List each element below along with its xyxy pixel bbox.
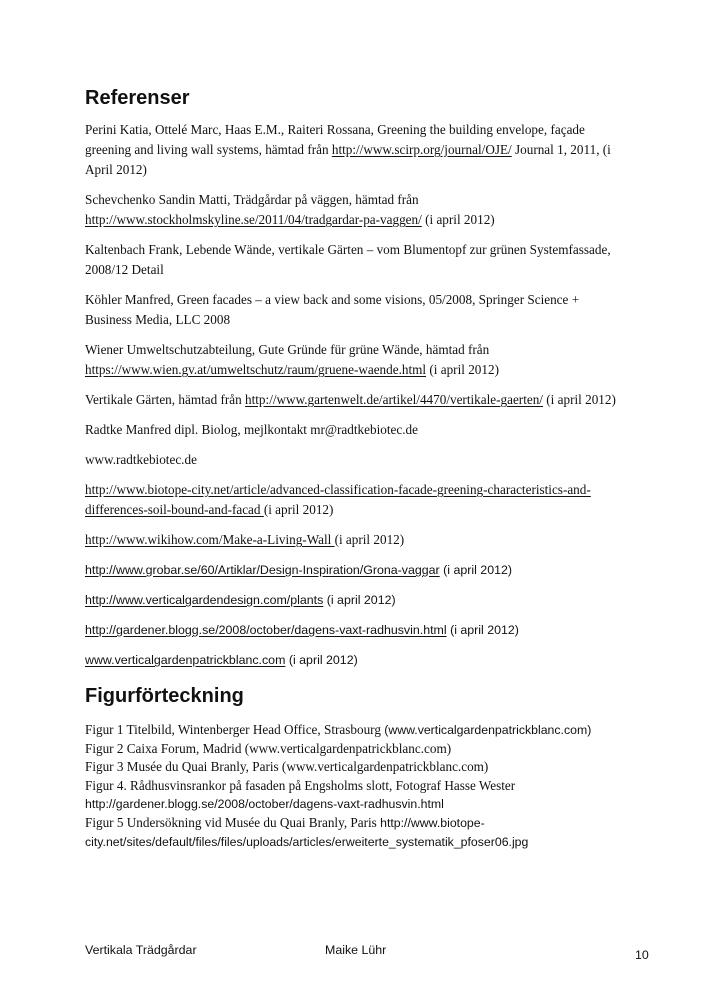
reference-item: www.radtkebiotec.de	[85, 452, 197, 467]
reference-link[interactable]: http://www.scirp.org/journal/OJE/	[331, 142, 512, 157]
references-list	[85, 120, 625, 670]
reference-link[interactable]: http://www.biotope-city.net/article/advanced-classification-facade-greening-characteristics-and-differences-soil-bound-and-facad	[85, 482, 591, 517]
reference-item: Kaltenbach Frank, Lebende Wände, vertikale Gärten – vom Blumentopf zur grünen Systemfassade, 2008/12 Detail	[85, 242, 611, 277]
figure-list	[85, 721, 625, 851]
reference-link[interactable]: http://www.grobar.se/60/Artiklar/Design-Inspiration/Grona-vaggar	[85, 563, 440, 577]
reference-link[interactable]: http://gardener.blogg.se/2008/october/dagens-vaxt-radhusvin.html	[85, 623, 447, 637]
reference-item: Vertikale Gärten, hämtad från http://www.gartenwelt.de/artikel/4470/vertikale-gaerten/ (i april 2012)	[85, 392, 616, 407]
figure-item: Figur 3 Musée du Quai Branly, Paris (www.verticalgardenpatrickblanc.com)	[85, 759, 489, 775]
figure-item: Figur 1 Titelbild, Wintenberger Head Office, Strasbourg (www.verticalgardenpatrickblanc.com)	[85, 722, 592, 737]
figure-item: Figur 5 Undersökning vid Musée du Quai Branly, Paris http://www.biotope-	[85, 814, 485, 830]
reference-link[interactable]: www.verticalgardenpatrickblanc.com	[85, 653, 286, 667]
reference-item: http://gardener.blogg.se/2008/october/dagens-vaxt-radhusvin.html (i april 2012)	[85, 623, 519, 637]
reference-link[interactable]: http://www.wikihow.com/Make-a-Living-Wall	[85, 532, 335, 547]
figure-item: Figur 2 Caixa Forum, Madrid (www.verticalgardenpatrickblanc.com)	[85, 740, 452, 756]
reference-item: http://www.verticalgardendesign.com/plants (i april 2012)	[85, 593, 396, 607]
reference-link[interactable]: http://www.stockholmskyline.se/2011/04/tradgardar-pa-vaggen/	[85, 212, 422, 227]
figure-item: Figur 4. Rådhusvinsrankor på fasaden på Engsholms slott, Fotograf Hasse Wester	[85, 777, 516, 793]
reference-item: Schevchenko Sandin Matti, Trädgårdar på väggen, hämtad från http://www.stockholmskyline.se/2011/04/tradgardar-pa-vaggen/ (i april 2012)	[85, 192, 495, 227]
page-number: 10	[635, 948, 649, 962]
reference-link[interactable]: http://www.gartenwelt.de/artikel/4470/vertikale-gaerten/	[245, 392, 543, 407]
references-heading: Referenser	[85, 87, 190, 109]
figures-heading: Figurförteckning	[85, 685, 244, 707]
reference-item: Wiener Umweltschutzabteilung, Gute Gründe für grüne Wände, hämtad från https://www.wien.gv.at/umweltschutz/raum/gruene-waende.html (i april 2012)	[85, 342, 499, 377]
reference-item: Radtke Manfred dipl. Biolog, mejlkontakt mr@radtkebiotec.de	[85, 422, 418, 437]
figure-item: city.net/sites/default/files/files/uploads/articles/erweiterte_systematik_pfoser06.jpg	[85, 834, 529, 849]
reference-item: Perini Katia, Ottelé Marc, Haas E.M., Raiteri Rossana, Greening the building envelope, façade greening and living wall systems, hämtad från http://www.scirp.org/journal/OJE/ Journal 1, 2011, (i April 2012)	[85, 122, 611, 177]
figure-item: http://gardener.blogg.se/2008/october/dagens-vaxt-radhusvin.html	[85, 797, 444, 812]
footer-title: Vertikala Trädgårdar	[85, 943, 197, 957]
reference-item: www.verticalgardenpatrickblanc.com (i april 2012)	[85, 653, 358, 667]
reference-item: http://www.biotope-city.net/article/advanced-classification-facade-greening-characteristics-and-differences-soil-bound-and-facad (i april 2012)	[85, 482, 591, 517]
reference-item: http://www.grobar.se/60/Artiklar/Design-Inspiration/Grona-vaggar (i april 2012)	[85, 563, 512, 577]
reference-item: Köhler Manfred, Green facades – a view back and some visions, 05/2008, Springer Science + Business Media, LLC 2008	[85, 292, 580, 327]
reference-link[interactable]: https://www.wien.gv.at/umweltschutz/raum/gruene-waende.html	[85, 362, 427, 377]
footer-author: Maike Lühr	[325, 943, 387, 957]
reference-link[interactable]: http://www.verticalgardendesign.com/plants	[85, 593, 324, 607]
reference-item: http://www.wikihow.com/Make-a-Living-Wall (i april 2012)	[85, 532, 405, 547]
